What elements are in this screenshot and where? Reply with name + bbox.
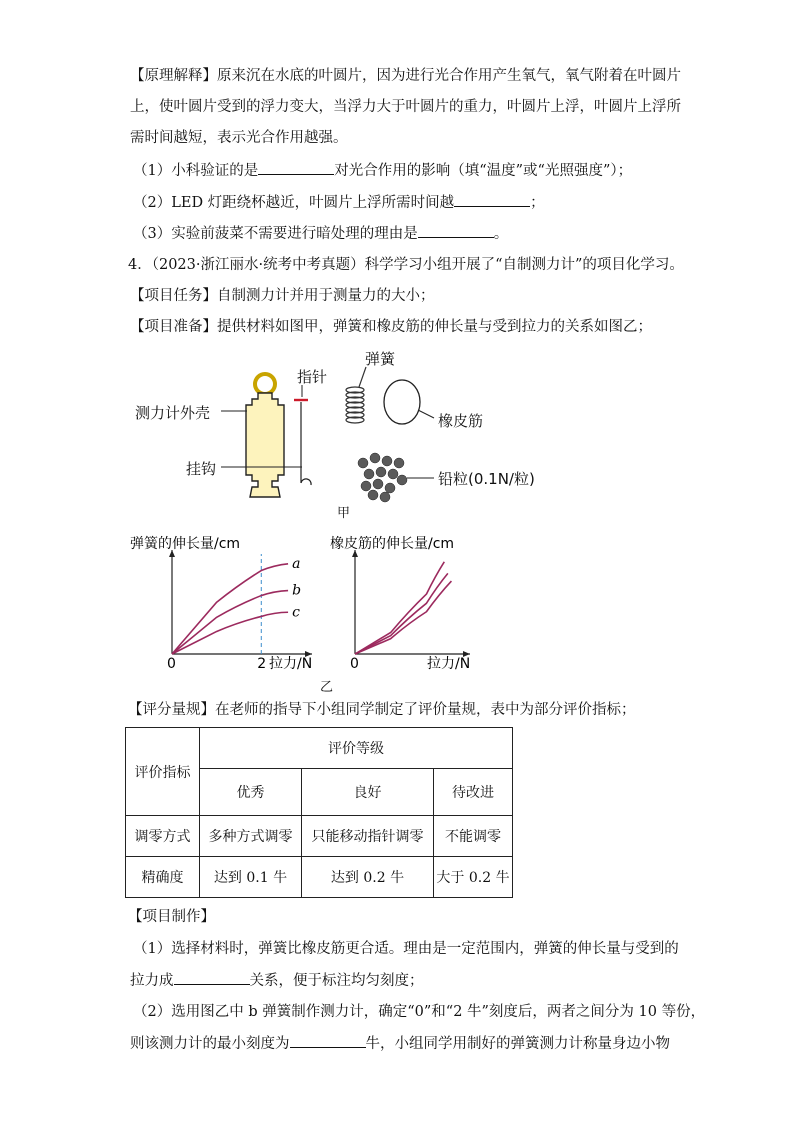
make-title: 【项目制作】 [128,909,215,925]
series-label: c [292,604,300,621]
table-cell: 达到 0.1 牛 [200,857,302,898]
ring-icon [255,374,275,394]
q3-sub3: （3）实验前菠菜不需要进行暗处理的理由是 。 [133,223,508,244]
x-tick-label: 2 [257,656,267,672]
table-cell: 达到 0.2 牛 [302,857,434,898]
q3-sub1: （1）小科验证的是 对光合作用的影响（填“温度”或“光照强度”）； [133,160,632,181]
grading-intro: 【评分量规】在老师的指导下小组同学制定了评价量规，表中为部分评价指标； [128,702,636,718]
header-indicator: 评价指标 [126,728,200,816]
table-cell: 只能移动指针调零 [302,816,434,857]
table-row [126,857,513,898]
make-sub2-line1: （2）选用图乙中 b 弹簧制作测力计，确定“0”和“2 牛”刻度后，两者之间分为 10 等份， [133,1004,706,1020]
lead-pellets-icon [358,453,407,502]
meter-shell [246,393,284,497]
series-line [355,573,448,654]
series-label: a [292,555,301,572]
label-rubber: 橡皮筋 [438,412,484,430]
figure-caption-yi: 乙 [320,680,334,695]
q4-intro: 4．（2023·浙江丽水·统考中考真题）科学学习小组开展了“自制测力计”的项目化学习。 [128,257,684,273]
figure-jia [130,345,550,525]
leader-line [418,410,434,418]
make-sub1-line1: （1）选择材料时，弹簧比橡皮筋更合适。理由是一定范围内，弹簧的伸长量与受到的 [133,941,679,957]
grading-table [125,727,513,898]
hook-icon [301,479,311,485]
label-hook: 挂钩 [186,460,217,478]
label-shell: 测力计外壳 [135,404,211,422]
level-excellent: 优秀 [200,769,302,816]
principle-line-1: 【原理解释】原来沉在水底的叶圆片，因为进行光合作用产生氧气，氧气附着在叶圆片 [130,68,681,84]
x-axis-label: 拉力/N [269,656,313,672]
answer-blank[interactable] [174,970,250,985]
label-pellets: 铅粒(0.1N/粒) [438,470,535,488]
rubber-band-icon [384,380,420,424]
answer-blank[interactable] [418,223,494,238]
answer-blank[interactable] [258,160,334,175]
make-sub1-line2: 拉力成 关系，便于标注均匀刻度； [130,970,424,991]
header-levels: 评价等级 [200,728,513,769]
spring-icon [346,367,366,423]
q3-sub2: （2）LED 灯距绕杯越近，叶圆片上浮所需时间越 ； [133,192,545,213]
q4-prep: 【项目准备】提供材料如图甲，弹簧和橡皮筋的伸长量与受到拉力的关系如图乙； [130,319,652,335]
row-name: 调零方式 [126,816,200,857]
label-pointer: 指针 [297,368,328,386]
x-axis-label: 拉力/N [427,656,471,672]
figure-yi-charts [120,530,540,690]
answer-blank[interactable] [290,1033,366,1048]
table-cell: 多种方式调零 [200,816,302,857]
q4-task: 【项目任务】自制测力计并用于测量力的大小； [130,288,435,304]
principle-line-2: 上，使叶圆片受到的浮力变大，当浮力大于叶圆片的重力，叶圆片上浮，叶圆片上浮所 [130,99,681,115]
table-cell: 大于 0.2 牛 [434,857,513,898]
table-row [126,816,513,857]
origin-label: 0 [350,656,359,672]
level-good: 良好 [302,769,434,816]
answer-blank[interactable] [454,192,530,207]
y-axis-label: 橡皮筋的伸长量/cm [330,536,455,552]
figure-caption-jia: 甲 [337,506,351,521]
y-axis-label: 弹簧的伸长量/cm [130,536,241,552]
row-name: 精确度 [126,857,200,898]
series-line [355,562,444,654]
table-cell: 不能调零 [434,816,513,857]
principle-line-3: 需时间越短，表示光合作用越强。 [130,130,348,146]
series-label: b [292,582,302,599]
label-spring: 弹簧 [365,350,396,368]
make-sub2-line2: 则该测力计的最小刻度为 牛，小组同学用制好的弹簧测力计称量身边小物 [130,1033,670,1054]
level-improve: 待改进 [434,769,513,816]
origin-label: 0 [167,656,176,672]
